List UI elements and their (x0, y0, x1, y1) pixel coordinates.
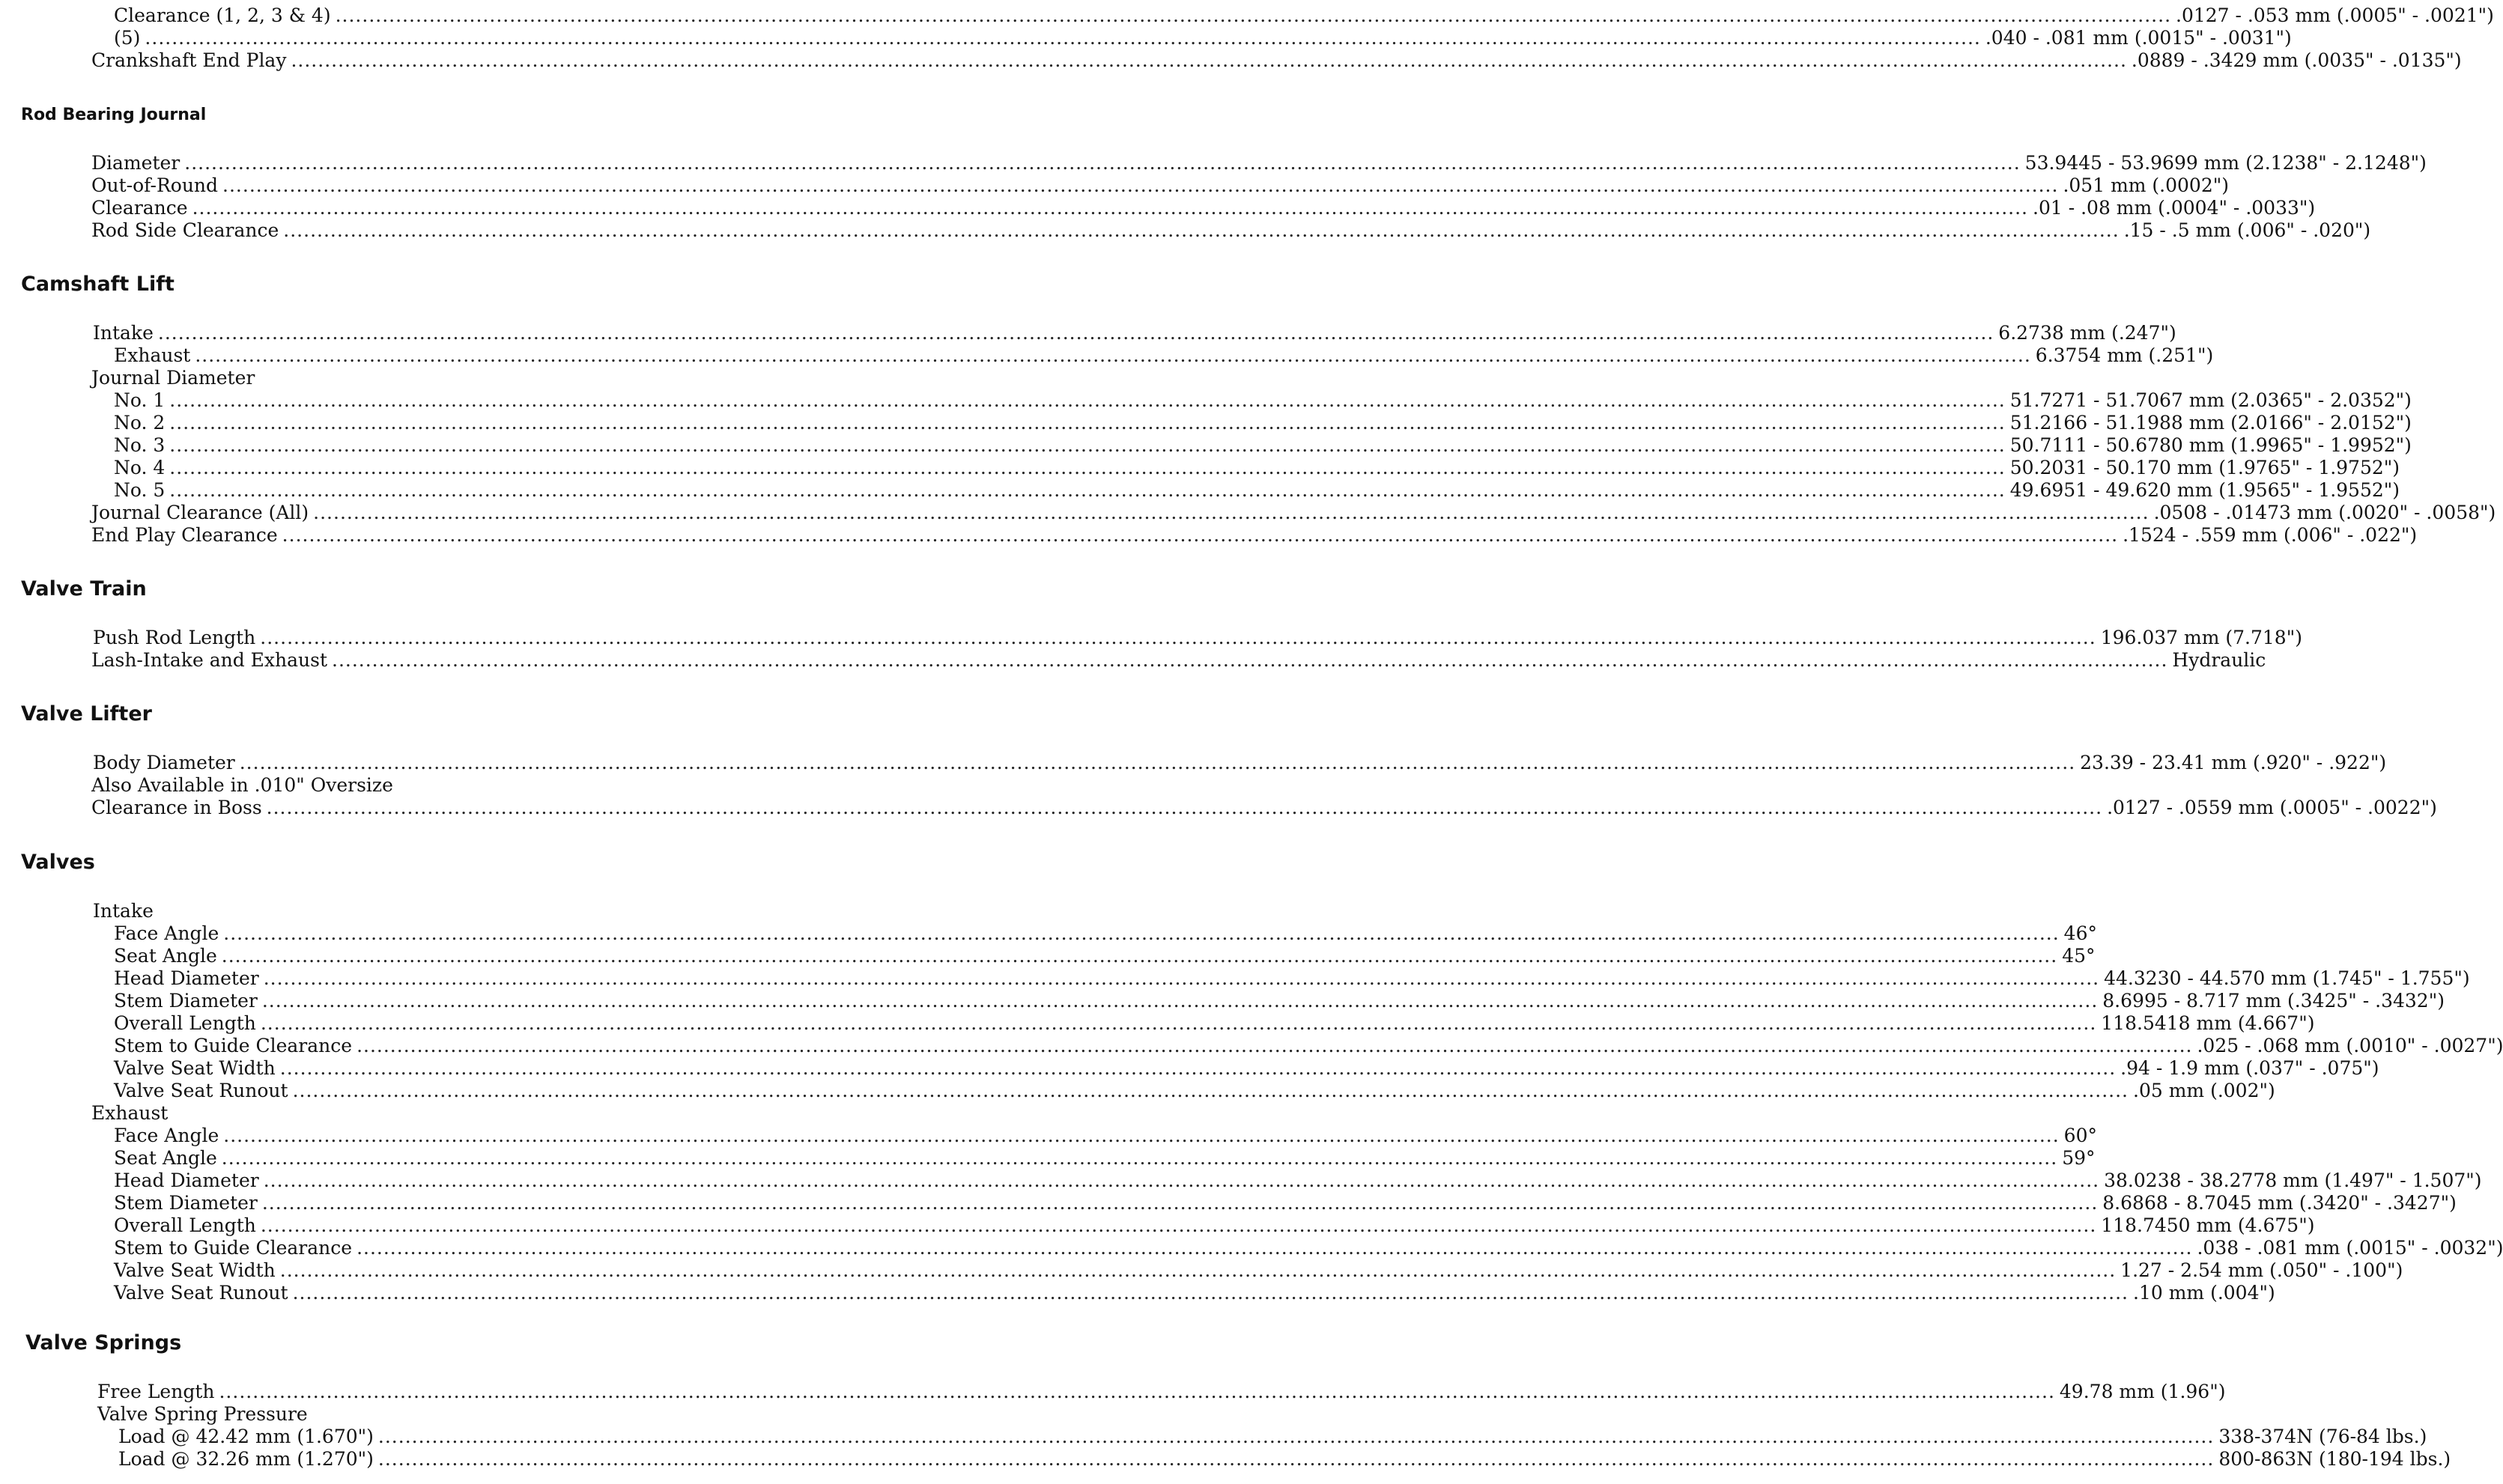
spec-row (0, 1170, 2482, 1192)
spec-value: 118.5418 mm (4.667") (2101, 1012, 2315, 1034)
spec-row (0, 990, 2445, 1012)
spec-label: Clearance (91, 197, 188, 219)
dot-leader (262, 990, 2098, 1012)
spec-row (0, 367, 1125, 389)
spec-label: Body Diameter (93, 752, 235, 773)
spec-value: 50.2031 - 50.170 mm (1.9765" - 1.9752") (2009, 457, 2400, 478)
spec-value: 6.2738 mm (.247") (1998, 322, 2176, 344)
section-heading: Camshaft Lift (21, 273, 175, 296)
spec-label: (5) (114, 27, 141, 49)
spec-value: .038 - .081 mm (.0015" - .0032") (2197, 1237, 2503, 1259)
spec-value: .025 - .068 mm (.0010" - .0027") (2197, 1035, 2503, 1056)
spec-label: Valve Seat Width (114, 1259, 276, 1281)
spec-label: Stem Diameter (114, 1192, 258, 1214)
dot-leader (283, 219, 2119, 242)
spec-row (0, 197, 2316, 219)
spec-row (0, 967, 2470, 990)
spec-row (0, 1012, 2315, 1035)
spec-row (0, 1147, 2096, 1170)
spec-row (0, 479, 2400, 502)
spec-value: 53.9445 - 53.9699 mm (2.1238" - 2.1248") (2024, 152, 2427, 174)
spec-row (0, 1259, 2403, 1282)
spec-row (0, 1125, 2097, 1147)
spec-row (0, 344, 2214, 367)
spec-label: Clearance in Boss (91, 797, 262, 818)
spec-row (0, 900, 1126, 922)
spec-value: .15 - .5 mm (.006" - .020") (2123, 219, 2371, 241)
spec-value: 51.7271 - 51.7067 mm (2.0365" - 2.0352") (2009, 389, 2412, 411)
dot-leader (169, 389, 2005, 412)
spec-row (0, 4, 2494, 27)
spec-label: Push Rod Length (93, 627, 256, 648)
spec-row (0, 1214, 2315, 1237)
dot-leader (357, 1035, 2192, 1057)
dot-leader (158, 322, 1994, 344)
spec-row (0, 1381, 2226, 1403)
spec-value: .040 - .081 mm (.0015" - .0031") (1985, 27, 2292, 49)
dot-leader (145, 27, 1980, 49)
dot-leader (262, 1192, 2098, 1214)
dot-leader (169, 434, 2005, 457)
dot-leader (280, 1259, 2116, 1282)
dot-leader (293, 1080, 2129, 1102)
spec-row (0, 219, 2371, 242)
spec-value: 51.2166 - 51.1988 mm (2.0166" - 2.0152") (2009, 412, 2412, 434)
spec-value: .1524 - .559 mm (.006" - .022") (2123, 524, 2418, 546)
dot-leader (222, 1147, 2057, 1170)
spec-label: No. 1 (114, 389, 166, 411)
dot-leader (261, 1012, 2096, 1035)
spec-value: 338-374N (76-84 lbs.) (2218, 1426, 2427, 1447)
spec-value: .0127 - .0559 mm (.0005" - .0022") (2107, 797, 2437, 818)
dot-leader (223, 922, 2059, 945)
spec-label: Seat Angle (114, 945, 217, 967)
spec-row (0, 502, 2496, 524)
spec-row (0, 1403, 1131, 1426)
dot-leader (219, 1381, 2054, 1403)
dot-leader (169, 479, 2005, 502)
spec-row (0, 322, 2176, 344)
spec-label: Face Angle (114, 922, 219, 944)
spec-label: Valve Seat Runout (114, 1282, 288, 1304)
dot-leader (192, 197, 2028, 219)
spec-row (0, 649, 2266, 672)
spec-row (0, 922, 2097, 945)
spec-row (0, 389, 2412, 412)
spec-label: Load @ 32.26 mm (1.270") (118, 1448, 374, 1470)
section-heading: Valve Train (21, 577, 147, 600)
spec-row (0, 1102, 1125, 1125)
spec-value: Hydraulic (2172, 649, 2266, 671)
spec-label: Journal Diameter (91, 367, 255, 389)
dot-leader (280, 1057, 2116, 1080)
spec-label: Exhaust (91, 1102, 169, 1124)
spec-label: Valve Seat Width (114, 1057, 276, 1079)
dot-leader (223, 1125, 2059, 1147)
spec-label: No. 4 (114, 457, 166, 478)
spec-row (0, 434, 2412, 457)
spec-label: Overall Length (114, 1012, 256, 1034)
spec-row (0, 945, 2096, 967)
dot-leader (264, 1170, 2099, 1192)
spec-row (0, 457, 2400, 479)
dot-leader (291, 49, 2126, 72)
spec-row (0, 1448, 2451, 1471)
spec-value: 49.6951 - 49.620 mm (1.9565" - 1.9552") (2009, 479, 2400, 501)
spec-label: Overall Length (114, 1214, 256, 1236)
spec-label: Stem to Guide Clearance (114, 1237, 353, 1259)
dot-leader (282, 524, 2118, 547)
spec-value: .0889 - .3429 mm (.0035" - .0135") (2131, 49, 2462, 71)
dot-leader (222, 945, 2057, 967)
spec-label: Face Angle (114, 1125, 219, 1146)
spec-row (0, 49, 2462, 72)
spec-value: 118.7450 mm (4.675") (2101, 1214, 2315, 1236)
spec-label: Intake (93, 322, 154, 344)
spec-value: 38.0238 - 38.2778 mm (1.497" - 1.507") (2104, 1170, 2482, 1191)
spec-value: .051 mm (.0002") (2063, 174, 2229, 196)
spec-value: .0508 - .01473 mm (.0020" - .0058") (2153, 502, 2496, 523)
spec-value: .0127 - .053 mm (.0005" - .0021") (2176, 4, 2494, 26)
spec-label: Seat Angle (114, 1147, 217, 1169)
dot-leader (260, 627, 2096, 649)
spec-label: Rod Side Clearance (91, 219, 279, 241)
dot-leader (261, 1214, 2096, 1237)
dot-leader (169, 412, 2005, 434)
spec-value: 50.7111 - 50.6780 mm (1.9965" - 1.9952") (2009, 434, 2412, 456)
dot-leader (378, 1426, 2214, 1448)
dot-leader (378, 1448, 2214, 1471)
spec-row (0, 1426, 2427, 1448)
spec-value: .05 mm (.002") (2133, 1080, 2275, 1101)
spec-label: Out-of-Round (91, 174, 219, 196)
spec-row (0, 752, 2387, 774)
spec-value: 46° (2063, 922, 2097, 944)
spec-label: Lash-Intake and Exhaust (91, 649, 327, 671)
section-heading: Valves (21, 851, 95, 874)
section-heading: Valve Lifter (21, 702, 152, 726)
spec-value: 44.3230 - 44.570 mm (1.745" - 1.755") (2104, 967, 2470, 989)
spec-label: Stem to Guide Clearance (114, 1035, 353, 1056)
spec-label: Stem Diameter (114, 990, 258, 1012)
spec-value: .94 - 1.9 mm (.037" - .075") (2120, 1057, 2379, 1079)
spec-value: 8.6995 - 8.717 mm (.3425" - .3432") (2102, 990, 2445, 1012)
spec-value: .10 mm (.004") (2133, 1282, 2275, 1304)
section-heading: Rod Bearing Journal (21, 106, 207, 124)
spec-value: 49.78 mm (1.96") (2059, 1381, 2226, 1402)
spec-label: Also Available in .010" Oversize (91, 774, 393, 796)
dot-leader (264, 967, 2099, 990)
dot-leader (169, 457, 2005, 479)
dot-leader (293, 1282, 2129, 1304)
spec-label: No. 3 (114, 434, 166, 456)
spec-row (0, 524, 2418, 547)
dot-leader (195, 344, 2030, 367)
dot-leader (240, 752, 2075, 774)
spec-row (0, 774, 1125, 797)
spec-label: Valve Seat Runout (114, 1080, 288, 1101)
dot-leader (222, 174, 2058, 197)
spec-label: End Play Clearance (91, 524, 278, 546)
spec-label: Load @ 42.42 mm (1.670") (118, 1426, 374, 1447)
spec-label: Diameter (91, 152, 180, 174)
spec-label: Head Diameter (114, 967, 259, 989)
spec-row (0, 1080, 2275, 1102)
spec-row (0, 1237, 2503, 1259)
spec-label: Head Diameter (114, 1170, 259, 1191)
spec-value: 6.3754 mm (.251") (2035, 344, 2214, 366)
spec-value: 800-863N (180-194 lbs.) (2218, 1448, 2451, 1470)
spec-row (0, 1192, 2457, 1214)
dot-leader (332, 649, 2167, 672)
spec-row (0, 1057, 2379, 1080)
dot-leader (184, 152, 2020, 174)
spec-label: Intake (93, 900, 154, 922)
spec-label: No. 2 (114, 412, 166, 434)
spec-row (0, 627, 2302, 649)
spec-row (0, 27, 2292, 49)
dot-leader (357, 1237, 2192, 1259)
dot-leader (267, 797, 2102, 819)
spec-row (0, 797, 2437, 819)
spec-value: 196.037 mm (7.718") (2100, 627, 2302, 648)
spec-value: .01 - .08 mm (.0004" - .0033") (2033, 197, 2316, 219)
dot-leader (336, 4, 2171, 27)
spec-label: Clearance (1, 2, 3 & 4) (114, 4, 331, 26)
spec-label: Crankshaft End Play (91, 49, 287, 71)
spec-value: 59° (2062, 1147, 2096, 1169)
spec-row (0, 412, 2412, 434)
spec-label: Exhaust (114, 344, 191, 366)
section-heading: Valve Springs (25, 1331, 182, 1354)
spec-row (0, 1282, 2275, 1304)
spec-label: Valve Spring Pressure (97, 1403, 308, 1425)
spec-value: 8.6868 - 8.7045 mm (.3420" - .3427") (2102, 1192, 2457, 1214)
spec-row (0, 174, 2229, 197)
spec-label: No. 5 (114, 479, 166, 501)
spec-value: 60° (2063, 1125, 2097, 1146)
dot-leader (313, 502, 2149, 524)
spec-value: 23.39 - 23.41 mm (.920" - .922") (2080, 752, 2387, 773)
spec-row (0, 152, 2427, 174)
spec-label: Free Length (97, 1381, 215, 1402)
spec-value: 1.27 - 2.54 mm (.050" - .100") (2120, 1259, 2403, 1281)
spec-label: Journal Clearance (All) (91, 502, 309, 523)
spec-value: 45° (2062, 945, 2096, 967)
spec-row (0, 1035, 2503, 1057)
